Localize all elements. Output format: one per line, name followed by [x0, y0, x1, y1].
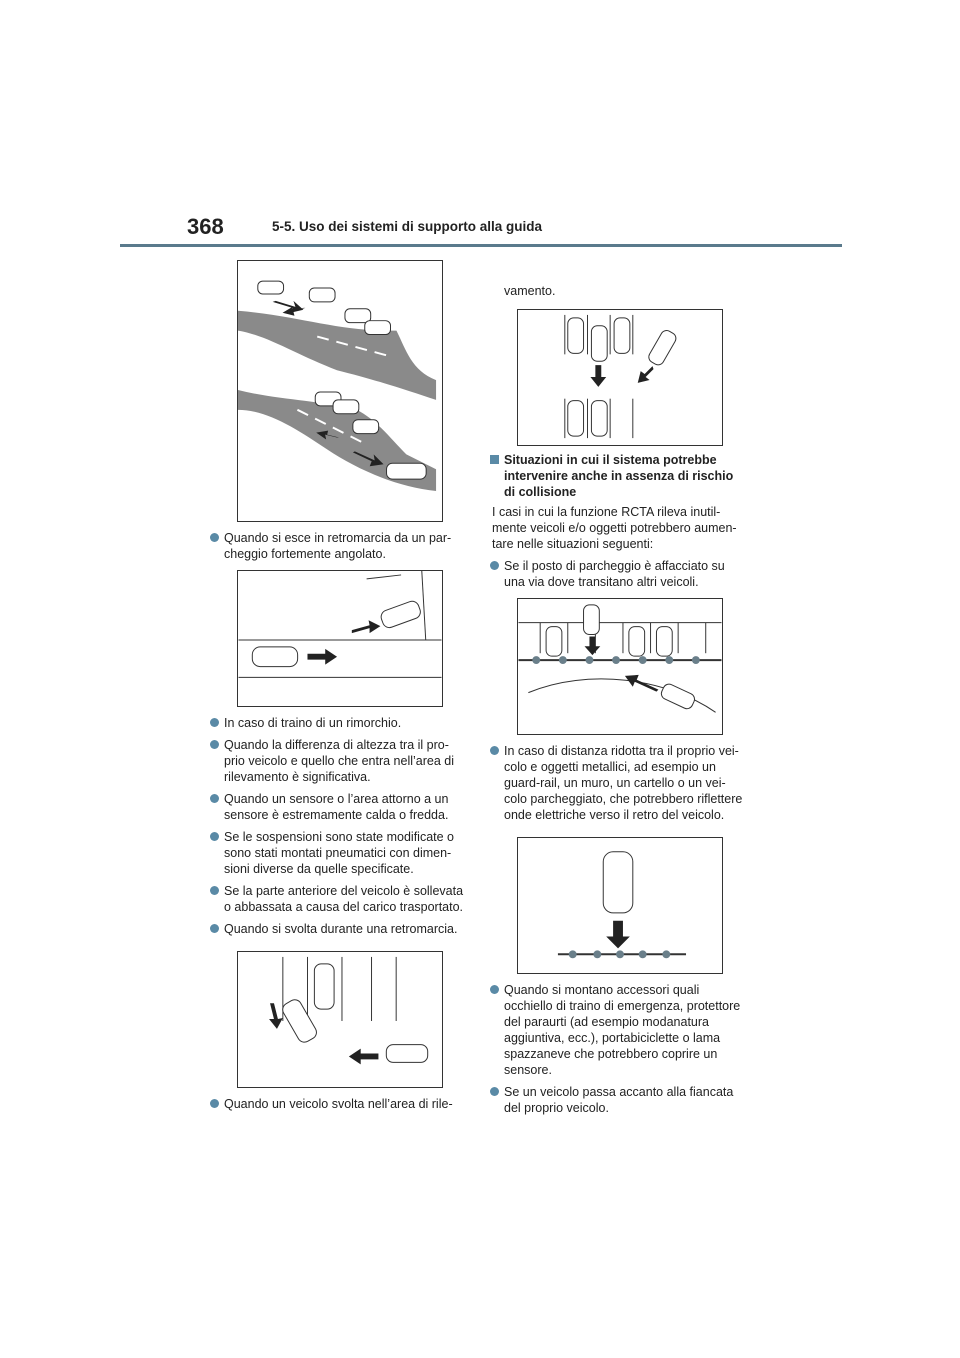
continuation-text: vamento.	[504, 284, 556, 298]
angled-parking-slope-illustration	[238, 261, 442, 521]
bullet-text: Quando la differenza di altezza tra il pro- prio veicolo e quello che entra nell’area di rilevamento è significativa.	[224, 738, 455, 784]
bullet-accessories	[490, 982, 750, 1078]
bullet-suspension	[210, 829, 470, 877]
bullet-dot-icon	[210, 1099, 219, 1108]
left-column	[210, 260, 470, 1112]
bullet-text: Quando si svolta durante una retromarcia.	[224, 922, 458, 936]
intro-paragraph: I casi in cui la funzione RCTA rileva inutil- mente veicoli e/o oggetti potrebbero aumen- tare nelle situazioni seguenti:	[492, 505, 737, 551]
bullet-dot-icon	[210, 924, 219, 933]
bullet-text: In caso di traino di un rimorchio.	[224, 716, 402, 730]
bullet-text: Se le sospensioni sono state modificate o sono stati montati pneumatici con dimen- sioni diverse da quelle specificate.	[224, 830, 454, 876]
bullet-dot-icon	[210, 832, 219, 841]
square-bullet-icon	[490, 455, 499, 464]
bullet-dot-icon	[210, 718, 219, 727]
bullet-text: Se la parte anteriore del veicolo è sollevata o abbassata a causa del carico trasportato.	[224, 884, 464, 914]
bullet-height-difference	[210, 737, 470, 785]
bullet-dot-icon	[490, 1087, 499, 1096]
bullet-vehicle-turning	[210, 1096, 470, 1112]
section-title: 5-5. Uso dei sistemi di supporto alla guida	[272, 219, 543, 234]
header-rule	[120, 244, 842, 247]
bullet-parking-faces-street	[490, 558, 750, 590]
bullet-text: Quando si esce in retromarcia da un par- cheggio fortemente angolato.	[224, 531, 452, 561]
bullet-angled-parking	[210, 530, 470, 562]
bullet-text: Quando un veicolo svolta nell’area di rile-	[224, 1097, 453, 1111]
bullet-text: Quando un sensore o l’area attorno a un sensore è estremamente calda o fredda.	[224, 792, 449, 822]
bullet-passing-vehicle	[490, 1084, 750, 1116]
bullet-front-raised	[210, 883, 470, 915]
figure-vehicle-entering-area	[517, 309, 723, 446]
vehicle-entering-area-illustration	[518, 310, 722, 445]
figure-turning-reverse	[237, 951, 443, 1088]
bullet-dot-icon	[210, 794, 219, 803]
bullet-dot-icon	[490, 985, 499, 994]
subheading-false-alarm	[490, 452, 750, 500]
subheading-text: Situazioni in cui il sistema potrebbe intervenire anche in assenza di rischio di collisione	[504, 453, 734, 499]
bullet-text: Se il posto di parcheggio è affacciato su una via dove transitano altri veicoli.	[504, 559, 725, 589]
trailer-towing-illustration	[238, 571, 442, 706]
page-number: 368	[187, 214, 224, 239]
bullet-dot-icon	[490, 561, 499, 570]
bullet-dot-icon	[490, 746, 499, 755]
turning-reverse-illustration	[238, 952, 442, 1087]
bullet-sensor-temperature	[210, 791, 470, 823]
bullet-metallic-objects	[490, 743, 750, 823]
bullet-text: In caso di distanza ridotta tra il proprio vei- colo e oggetti metallici, ad esempio un guard-rail, un muro, un cartello o un vei- colo parcheggiato, che potrebbero riflettere onde elettriche verso il retro del veicolo.	[504, 744, 743, 822]
figure-angled-parking-slope	[237, 260, 443, 522]
guardrail-illustration	[518, 838, 722, 973]
bullet-text: Se un veicolo passa accanto alla fiancata del proprio veicolo.	[504, 1085, 734, 1115]
bullet-dot-icon	[210, 886, 219, 895]
bullet-turning-reverse	[210, 921, 470, 937]
figure-trailer-towing	[237, 570, 443, 707]
bullet-dot-icon	[210, 533, 219, 542]
bullet-trailer	[210, 715, 470, 731]
figure-guardrail	[517, 837, 723, 974]
street-parking-illustration	[518, 599, 722, 734]
figure-street-parking	[517, 598, 723, 735]
right-column	[490, 283, 750, 1116]
bullet-text: Quando si montano accessori quali occhiello di traino di emergenza, protettore del paraurti (ad esempio modanatura aggiuntiva, ecc.), portabiciclette o lama spazzaneve che potrebbero coprire un sensore.	[504, 983, 741, 1077]
bullet-dot-icon	[210, 740, 219, 749]
